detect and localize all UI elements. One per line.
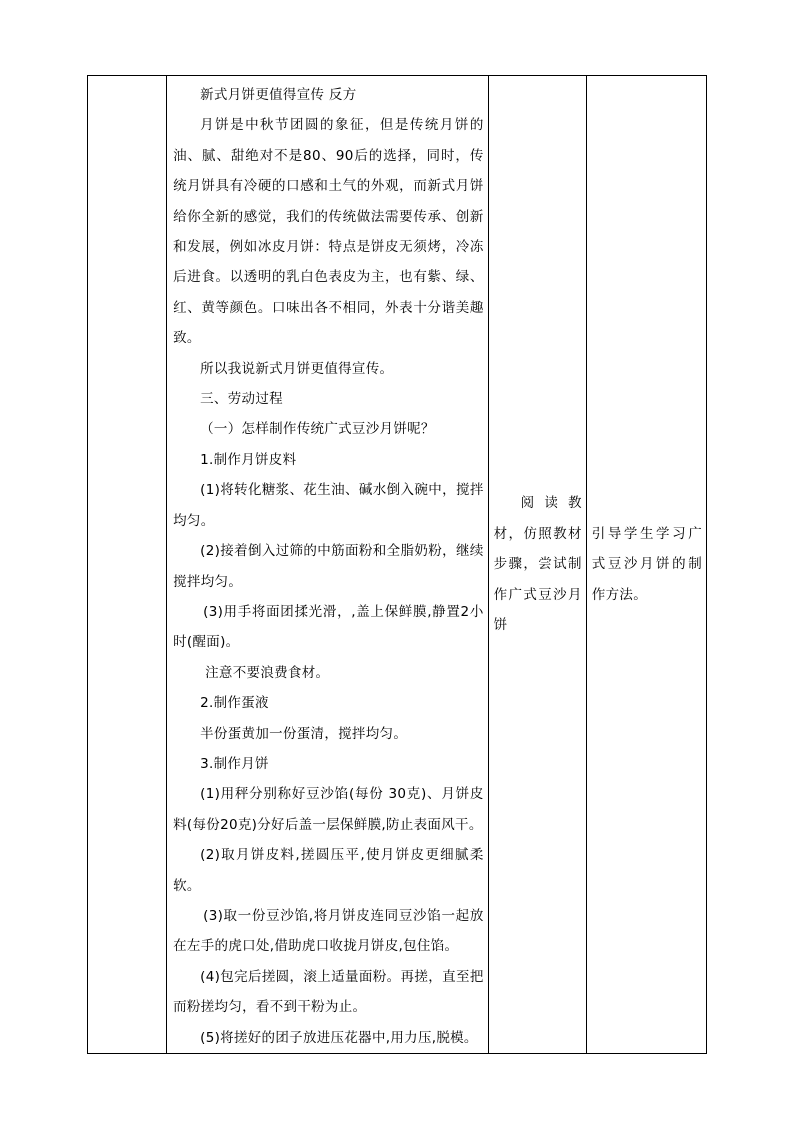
lesson-plan-table — [87, 75, 707, 1054]
debate-argument: 月饼是中秋节团圆的象征，但是传统月饼的油、腻、甜绝对不是80、90后的选择，同时，传统月饼具有冷硬的口感和土气的外观，而新式月饼给你全新的感觉，我们的传统做法需要传承、创新和发展，例如冰皮月饼：特点是饼皮无须烤，冷冻后进食。以透明的乳白色表皮为主，也有紫、绿、红、黄等颜色。口味出各不相同，外表十分谐美趣致。 — [173, 117, 484, 347]
step-heading: 2.制作蛋液 — [200, 695, 269, 712]
step-item: (5)将搓好的团子放进压花器中,用力压,脱模。 — [200, 1029, 478, 1046]
step-heading: 1.制作月饼皮料 — [200, 451, 297, 468]
debate-conclusion: 所以我说新式月饼更值得宣传。 — [200, 360, 394, 377]
step-item: (3)取一份豆沙馅,将月饼皮连同豆沙馅一起放在左手的虎口处,借助虎口收拢月饼皮,包住馅。 — [173, 907, 484, 955]
step-item: (2)接着倒入过筛的中筋面粉和全脂奶粉，继续搅拌均匀。 — [173, 543, 484, 590]
table-row — [88, 76, 707, 1054]
step-item: (4)包完后搓圆，滚上适量面粉。再搓，直至把而粉搓均匀，看不到干粉为止。 — [173, 968, 484, 1016]
teaching-content-cell — [167, 76, 489, 1054]
step-item: (2)取月饼皮料,搓圆压平,使月饼皮更细腻柔软。 — [173, 847, 484, 894]
design-intent-text: 引导学生学习广式豆沙月饼的制作方法。 — [591, 525, 702, 603]
note-text: 注意不要浪费食材。 — [205, 664, 330, 681]
subsection-heading: （一）怎样制作传统广式豆沙月饼呢？ — [200, 421, 435, 438]
blank-cell — [88, 76, 167, 1054]
step-item: (3)用手将面团揉光滑，,盖上保鲜膜,静置2小时(醒面)。 — [173, 603, 484, 651]
student-activity-cell — [488, 76, 586, 1054]
step-item: (1)用秤分别称好豆沙馅(每份 30克)、月饼皮料(每份20克)分好后盖一层保鲜膜,防止表面风干。 — [173, 786, 484, 833]
step-heading: 3.制作月饼 — [200, 755, 269, 772]
step-item: (1)将转化糖浆、花生油、碱水倒入碗中，搅拌均匀。 — [173, 482, 484, 529]
step-item: 半份蛋黄加一份蛋清，搅拌均匀。 — [200, 725, 408, 742]
section-heading: 三、劳动过程 — [200, 391, 283, 408]
student-activity-text: 阅读教材，仿照教材步骤，尝试制作广式豆沙月饼 — [493, 495, 582, 634]
design-intent-cell — [586, 76, 706, 1054]
debate-title: 新式月饼更值得宣传 反方 — [200, 87, 357, 103]
